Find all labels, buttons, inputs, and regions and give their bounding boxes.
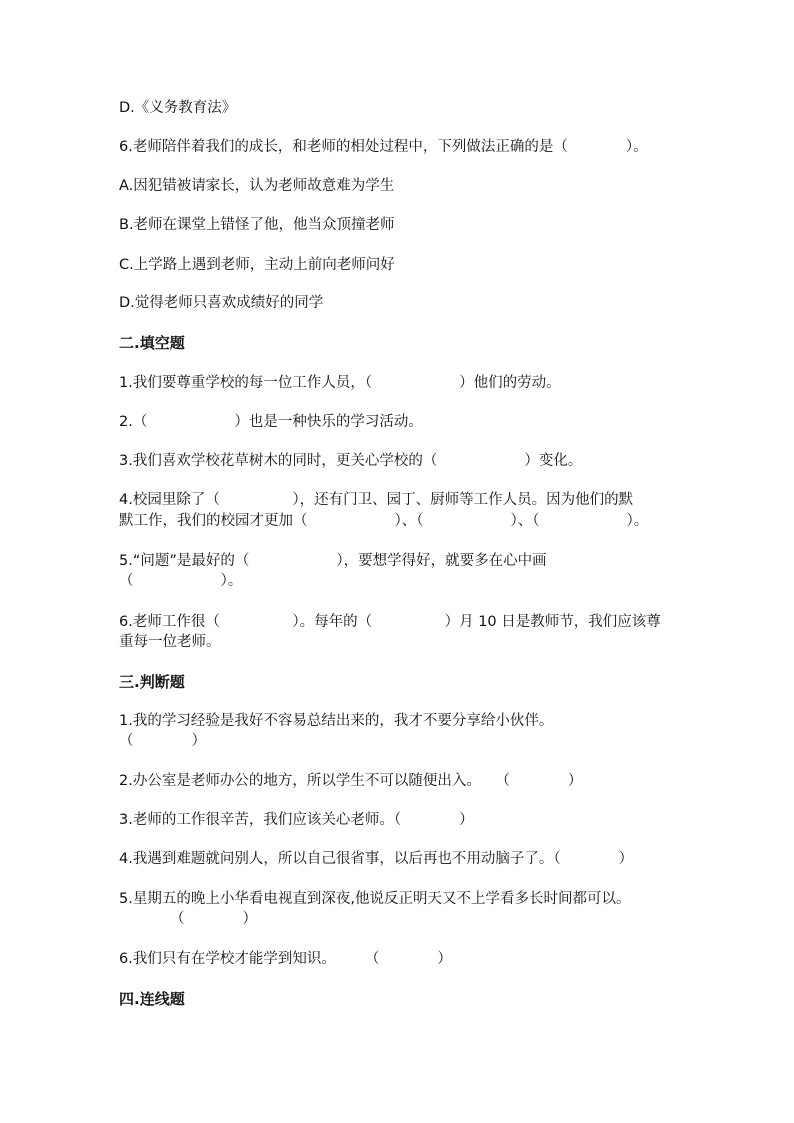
judge-question-1-line-2: （ ） (119, 733, 206, 749)
fill-question-6-line-2: 重每一位老师。 (119, 634, 221, 650)
fill-question-2: 2.（ ）也是一种快乐的学习活动。 (119, 414, 423, 430)
question-6-option-a: A.因犯错被请家长，认为老师故意难为学生 (119, 178, 395, 194)
judge-question-5-line-2: （ ） (170, 911, 257, 927)
question-6-option-c: C.上学路上遇到老师，主动上前向老师问好 (119, 257, 395, 273)
judge-question-3: 3.老师的工作很辛苦，我们应该关心老师。（ ） (119, 812, 474, 828)
section-4-title: 四.连线题 (119, 990, 185, 1008)
fill-question-3: 3.我们喜欢学校花草树木的同时，更关心学校的（ ）变化。 (119, 453, 583, 469)
judge-question-1-line-1: 1.我的学习经验是我好不容易总结出来的，我才不要分享给小伙伴。 (119, 713, 554, 729)
fill-question-6-line-1: 6.老师工作很（ ）。每年的（ ）月 10 日是教师节，我们应该尊 (119, 614, 661, 630)
fill-question-4-line-1: 4.校园里除了（ ），还有门卫、园丁、厨师等工作人员。因为他们的默 (119, 492, 634, 508)
judge-question-4: 4.我遇到难题就问别人，所以自己很省事，以后再也不用动脑子了。（ ） (119, 851, 634, 867)
fill-question-5-line-1: 5.“问题”是最好的（ ），要想学得好，就要多在心中画 (119, 553, 547, 569)
fill-question-1: 1.我们要尊重学校的每一位工作人员，（ ）他们的劳动。 (119, 375, 561, 391)
question-5-option-d: D.《义务教育法》 (119, 100, 237, 116)
section-3-title: 三.判断题 (119, 673, 185, 691)
judge-question-2: 2.办公室是老师办公的地方，所以学生不可以随便出入。 （ ） (119, 773, 583, 789)
section-2-title: 二.填空题 (119, 334, 185, 352)
judge-question-6: 6.我们只有在学校才能学到知识。 （ ） (119, 951, 452, 967)
fill-question-5-line-2: （ ）。 (119, 573, 243, 589)
question-6-option-d: D.觉得老师只喜欢成绩好的同学 (119, 295, 324, 311)
question-6-stem: 6.老师陪伴着我们的成长，和老师的相处过程中，下列做法正确的是（ ）。 (119, 139, 648, 155)
fill-question-4-line-2: 默工作，我们的校园才更加（ ）、（ ）、（ ）。 (119, 513, 649, 529)
judge-question-5-line-1: 5.星期五的晚上小华看电视直到深夜,他说反正明天又不上学看多长时间都可以。 (119, 891, 631, 907)
question-6-option-b: B.老师在课堂上错怪了他，他当众顶撞老师 (119, 217, 395, 233)
